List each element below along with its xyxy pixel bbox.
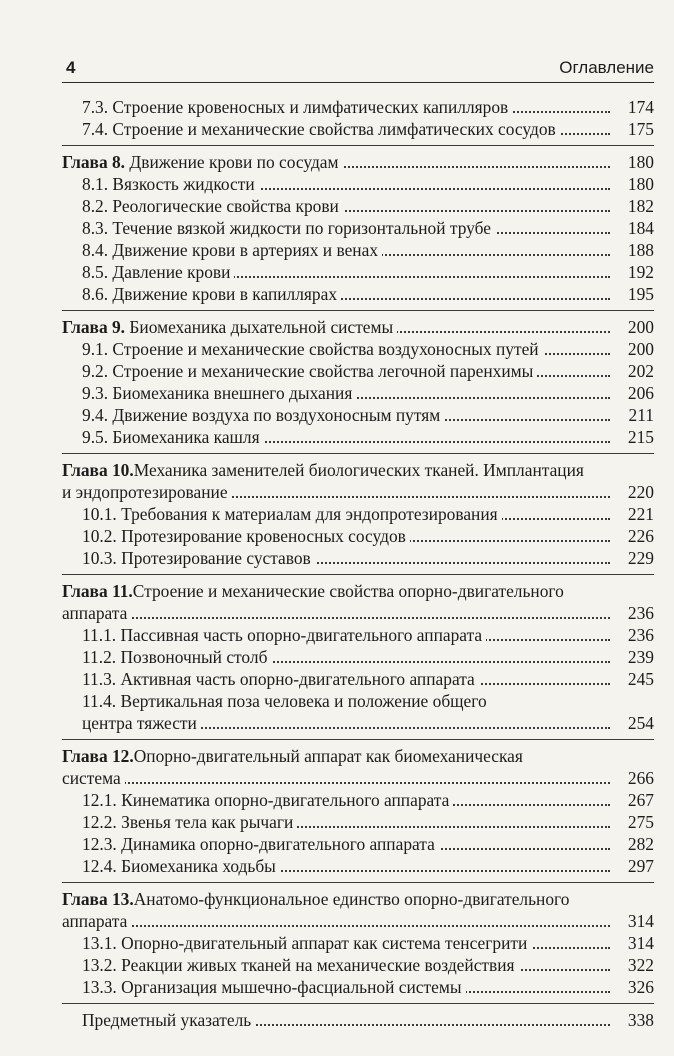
page-ref: 282 bbox=[627, 834, 654, 854]
toc-entry-line: 11.4. Вертикальная поза человека и положение общего bbox=[82, 691, 487, 711]
table-of-contents bbox=[62, 96, 654, 1031]
page-ref: 200 bbox=[627, 339, 654, 359]
page-header bbox=[62, 52, 654, 83]
page-ref: 267 bbox=[627, 790, 654, 810]
page-ref: 215 bbox=[627, 427, 654, 447]
page-ref: 174 bbox=[627, 97, 654, 117]
divider bbox=[62, 453, 654, 454]
toc-entry: 13.3. Организация мышечно-фасциальной системы 326 bbox=[82, 977, 654, 997]
page-ref: 221 bbox=[627, 504, 654, 524]
page-ref: 202 bbox=[627, 361, 654, 381]
page-ref: 192 bbox=[627, 262, 654, 282]
page-ref: 195 bbox=[627, 284, 654, 304]
toc-entry: 8.1. Вязкость жидкости 180 bbox=[82, 174, 654, 194]
page-ref: 188 bbox=[627, 240, 654, 260]
toc-entry: 12.1. Кинематика опорно-двигательного аппарата 267 bbox=[82, 790, 654, 810]
page-ref: 220 bbox=[627, 482, 654, 502]
page-ref: 314 bbox=[627, 933, 654, 953]
toc-entry: 10.3. Протезирование суставов 229 bbox=[82, 548, 654, 568]
running-title: Оглавление bbox=[559, 58, 654, 77]
page-number: 4 bbox=[66, 58, 76, 77]
page-ref: 254 bbox=[627, 713, 654, 733]
toc-entry: 12.3. Динамика опорно-двигательного аппарата 282 bbox=[82, 834, 654, 854]
toc-entry: 10.1. Требования к материалам для эндопротезирования 221 bbox=[82, 504, 654, 524]
toc-entry: 8.6. Движение крови в капиллярах 195 bbox=[82, 284, 654, 304]
toc-entry: 9.4. Движение воздуха по воздухоносным путям 211 bbox=[82, 405, 654, 425]
toc-entry: 12.2. Звенья тела как рычаги 275 bbox=[82, 812, 654, 832]
toc-entry: 8.5. Давление крови 192 bbox=[82, 262, 654, 282]
divider bbox=[62, 882, 654, 883]
page-ref: 180 bbox=[627, 152, 654, 172]
toc-entry: 11.1. Пассивная часть опорно-двигательного аппарата 236 bbox=[82, 625, 654, 645]
page-ref: 206 bbox=[627, 383, 654, 403]
chapter-title-line: Глава 11. Строение и механические свойства опорно-двигательного bbox=[62, 581, 564, 601]
chapter-entry: Глава 8. Движение крови по сосудам 180 bbox=[62, 152, 654, 172]
page-ref: 266 bbox=[627, 768, 654, 788]
page-ref: 245 bbox=[627, 669, 654, 689]
index-entry: Предметный указатель 338 bbox=[82, 1010, 654, 1030]
page-ref: 338 bbox=[627, 1010, 654, 1030]
page-ref: 182 bbox=[627, 196, 654, 216]
page-ref: 226 bbox=[627, 526, 654, 546]
toc-entry: 9.2. Строение и механические свойства легочной паренхимы 202 bbox=[82, 361, 654, 381]
page-ref: 314 bbox=[627, 911, 654, 931]
toc-entry: 8.3. Течение вязкой жидкости по горизонтальной трубе 184 bbox=[82, 218, 654, 238]
toc-entry: 13.2. Реакции живых тканей на механические воздействия 322 bbox=[82, 955, 654, 975]
page-ref: 322 bbox=[627, 955, 654, 975]
divider bbox=[62, 310, 654, 311]
toc-entry: 13.1. Опорно-двигательный аппарат как система тенсегрити 314 bbox=[82, 933, 654, 953]
chapter-entry: Глава 9. Биомеханика дыхательной системы 200 bbox=[62, 317, 654, 337]
page-ref: 229 bbox=[627, 548, 654, 568]
page-ref: 184 bbox=[627, 218, 654, 238]
chapter-title-line: Глава 12. Опорно-двигательный аппарат как биомеханическая bbox=[62, 746, 523, 766]
page-ref: 275 bbox=[627, 812, 654, 832]
chapter-entry: аппарата 314 bbox=[62, 911, 654, 931]
page-ref: 297 bbox=[627, 856, 654, 876]
toc-entry: 7.3. Строение кровеносных и лимфатических капилляров 174 bbox=[82, 97, 654, 117]
toc-entry: 9.3. Биомеханика внешнего дыхания 206 bbox=[82, 383, 654, 403]
toc-entry: 7.4. Строение и механические свойства лимфатических сосудов 175 bbox=[82, 119, 654, 139]
page-ref: 236 bbox=[627, 625, 654, 645]
page-ref: 211 bbox=[628, 405, 654, 425]
page-ref: 175 bbox=[627, 119, 654, 139]
toc-entry: 10.2. Протезирование кровеносных сосудов 226 bbox=[82, 526, 654, 546]
divider bbox=[62, 1003, 654, 1004]
chapter-entry: и эндопротезирование 220 bbox=[62, 482, 654, 502]
toc-entry: 9.1. Строение и механические свойства воздухоносных путей 200 bbox=[82, 339, 654, 359]
page-ref: 239 bbox=[627, 647, 654, 667]
toc-entry: 12.4. Биомеханика ходьбы 297 bbox=[82, 856, 654, 876]
toc-entry: 8.4. Движение крови в артериях и венах 188 bbox=[82, 240, 654, 260]
toc-entry: 11.3. Активная часть опорно-двигательного аппарата 245 bbox=[82, 669, 654, 689]
chapter-entry: система 266 bbox=[62, 768, 654, 788]
page-ref: 326 bbox=[627, 977, 654, 997]
chapter-entry: аппарата 236 bbox=[62, 603, 654, 623]
toc-entry: 9.5. Биомеханика кашля 215 bbox=[82, 427, 654, 447]
toc-entry: 11.2. Позвоночный столб 239 bbox=[82, 647, 654, 667]
divider bbox=[62, 739, 654, 740]
divider bbox=[62, 574, 654, 575]
page-ref: 180 bbox=[627, 174, 654, 194]
toc-entry: 8.2. Реологические свойства крови 182 bbox=[82, 196, 654, 216]
chapter-title-line: Глава 13. Анатомо-функциональное единство опорно-двигательного bbox=[62, 889, 570, 909]
toc-entry: центра тяжести 254 bbox=[82, 713, 654, 733]
chapter-title-line: Глава 10. Механика заменителей биологических тканей. Имплантация bbox=[62, 460, 584, 480]
page-ref: 236 bbox=[627, 603, 654, 623]
page-ref: 200 bbox=[627, 317, 654, 337]
divider bbox=[62, 145, 654, 146]
